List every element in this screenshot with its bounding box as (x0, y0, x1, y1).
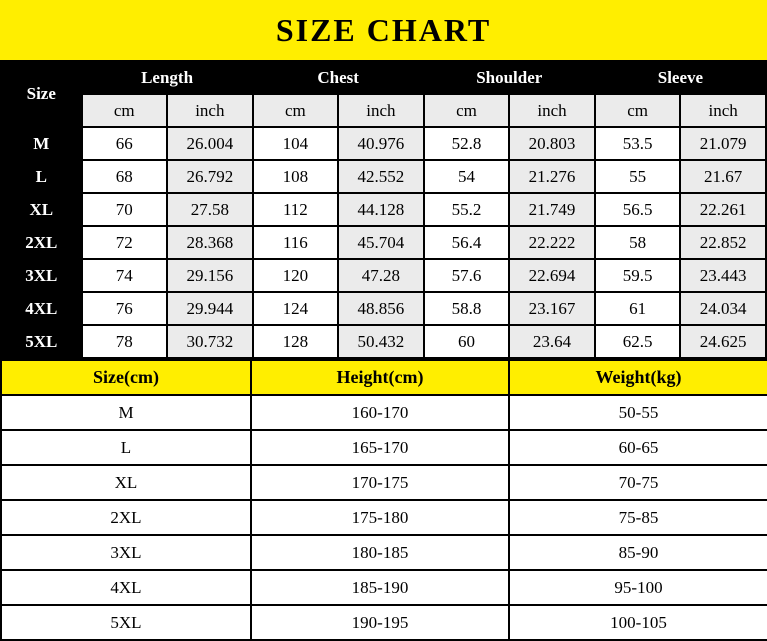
table-row (1, 259, 766, 292)
cell-chest-cm: 128 (253, 325, 339, 358)
table-row (1, 292, 766, 325)
cell-shoulder-cm: 52.8 (424, 127, 510, 160)
cell-shoulder-cm: 57.6 (424, 259, 510, 292)
cell-length-inch: 28.368 (167, 226, 253, 259)
body-table-header (1, 360, 767, 395)
cell-height: 165-170 (251, 430, 509, 465)
cell-size: 5XL (1, 605, 251, 640)
table-row (1, 465, 767, 500)
cell-sleeve-inch: 21.67 (680, 160, 766, 193)
table-row (1, 605, 767, 640)
cell-weight: 75-85 (509, 500, 767, 535)
unit-shoulder-cm: cm (424, 94, 510, 127)
cell-chest-cm: 116 (253, 226, 339, 259)
cell-length-cm: 70 (82, 193, 168, 226)
table-row (1, 226, 766, 259)
cell-sleeve-inch: 24.625 (680, 325, 766, 358)
cell-height: 185-190 (251, 570, 509, 605)
table-row (1, 395, 767, 430)
cell-chest-cm: 108 (253, 160, 339, 193)
cell-size: XL (1, 465, 251, 500)
cell-length-inch: 26.004 (167, 127, 253, 160)
table-header-units (1, 94, 766, 127)
cell-chest-inch: 44.128 (338, 193, 424, 226)
cell-height: 190-195 (251, 605, 509, 640)
cell-length-inch: 27.58 (167, 193, 253, 226)
cell-shoulder-inch: 22.694 (509, 259, 595, 292)
cell-shoulder-cm: 60 (424, 325, 510, 358)
header-size-cm: Size(cm) (1, 360, 251, 395)
cell-length-cm: 76 (82, 292, 168, 325)
cell-weight: 70-75 (509, 465, 767, 500)
row-size: L (1, 160, 82, 193)
cell-sleeve-cm: 56.5 (595, 193, 681, 226)
cell-sleeve-cm: 59.5 (595, 259, 681, 292)
cell-length-cm: 72 (82, 226, 168, 259)
cell-weight: 50-55 (509, 395, 767, 430)
cell-shoulder-inch: 22.222 (509, 226, 595, 259)
unit-sleeve-inch: inch (680, 94, 766, 127)
cell-shoulder-cm: 55.2 (424, 193, 510, 226)
unit-shoulder-inch: inch (509, 94, 595, 127)
table-row (1, 127, 766, 160)
cell-sleeve-inch: 24.034 (680, 292, 766, 325)
table-row (1, 160, 766, 193)
cell-size: M (1, 395, 251, 430)
row-size: XL (1, 193, 82, 226)
cell-shoulder-cm: 58.8 (424, 292, 510, 325)
unit-chest-inch: inch (338, 94, 424, 127)
cell-shoulder-inch: 20.803 (509, 127, 595, 160)
cell-chest-inch: 50.432 (338, 325, 424, 358)
cell-sleeve-inch: 23.443 (680, 259, 766, 292)
cell-chest-inch: 40.976 (338, 127, 424, 160)
header-sleeve: Sleeve (595, 61, 766, 94)
header-height-cm: Height(cm) (251, 360, 509, 395)
cell-length-cm: 66 (82, 127, 168, 160)
table-row (1, 193, 766, 226)
cell-shoulder-inch: 23.167 (509, 292, 595, 325)
cell-size: 3XL (1, 535, 251, 570)
cell-sleeve-cm: 58 (595, 226, 681, 259)
table-row (1, 535, 767, 570)
cell-chest-cm: 104 (253, 127, 339, 160)
header-weight-kg: Weight(kg) (509, 360, 767, 395)
table-row (1, 500, 767, 535)
cell-sleeve-cm: 61 (595, 292, 681, 325)
cell-shoulder-inch: 21.749 (509, 193, 595, 226)
row-size: 4XL (1, 292, 82, 325)
cell-chest-cm: 124 (253, 292, 339, 325)
cell-height: 180-185 (251, 535, 509, 570)
cell-height: 160-170 (251, 395, 509, 430)
body-size-table (0, 359, 767, 641)
cell-weight: 85-90 (509, 535, 767, 570)
cell-sleeve-inch: 22.261 (680, 193, 766, 226)
row-size: 5XL (1, 325, 82, 358)
measurement-table (0, 60, 767, 359)
cell-sleeve-inch: 21.079 (680, 127, 766, 160)
unit-sleeve-cm: cm (595, 94, 681, 127)
cell-length-inch: 30.732 (167, 325, 253, 358)
table-header-groups (1, 61, 766, 94)
cell-size: 4XL (1, 570, 251, 605)
cell-length-inch: 29.156 (167, 259, 253, 292)
cell-shoulder-cm: 54 (424, 160, 510, 193)
header-size: Size (1, 61, 82, 127)
table-row (1, 430, 767, 465)
cell-chest-inch: 45.704 (338, 226, 424, 259)
cell-length-cm: 78 (82, 325, 168, 358)
unit-length-inch: inch (167, 94, 253, 127)
cell-sleeve-cm: 53.5 (595, 127, 681, 160)
cell-length-cm: 74 (82, 259, 168, 292)
cell-sleeve-cm: 62.5 (595, 325, 681, 358)
cell-shoulder-inch: 23.64 (509, 325, 595, 358)
page-title: SIZE CHART (0, 0, 767, 60)
cell-chest-inch: 47.28 (338, 259, 424, 292)
cell-chest-cm: 112 (253, 193, 339, 226)
cell-length-inch: 29.944 (167, 292, 253, 325)
cell-chest-inch: 48.856 (338, 292, 424, 325)
table-row (1, 570, 767, 605)
header-length: Length (82, 61, 253, 94)
row-size: M (1, 127, 82, 160)
cell-shoulder-cm: 56.4 (424, 226, 510, 259)
cell-length-cm: 68 (82, 160, 168, 193)
cell-height: 175-180 (251, 500, 509, 535)
row-size: 2XL (1, 226, 82, 259)
unit-length-cm: cm (82, 94, 168, 127)
table-row (1, 325, 766, 358)
header-shoulder: Shoulder (424, 61, 595, 94)
cell-length-inch: 26.792 (167, 160, 253, 193)
cell-height: 170-175 (251, 465, 509, 500)
header-chest: Chest (253, 61, 424, 94)
cell-sleeve-inch: 22.852 (680, 226, 766, 259)
cell-weight: 95-100 (509, 570, 767, 605)
row-size: 3XL (1, 259, 82, 292)
unit-chest-cm: cm (253, 94, 339, 127)
cell-weight: 60-65 (509, 430, 767, 465)
cell-size: 2XL (1, 500, 251, 535)
cell-size: L (1, 430, 251, 465)
cell-chest-cm: 120 (253, 259, 339, 292)
cell-sleeve-cm: 55 (595, 160, 681, 193)
cell-shoulder-inch: 21.276 (509, 160, 595, 193)
cell-chest-inch: 42.552 (338, 160, 424, 193)
cell-weight: 100-105 (509, 605, 767, 640)
